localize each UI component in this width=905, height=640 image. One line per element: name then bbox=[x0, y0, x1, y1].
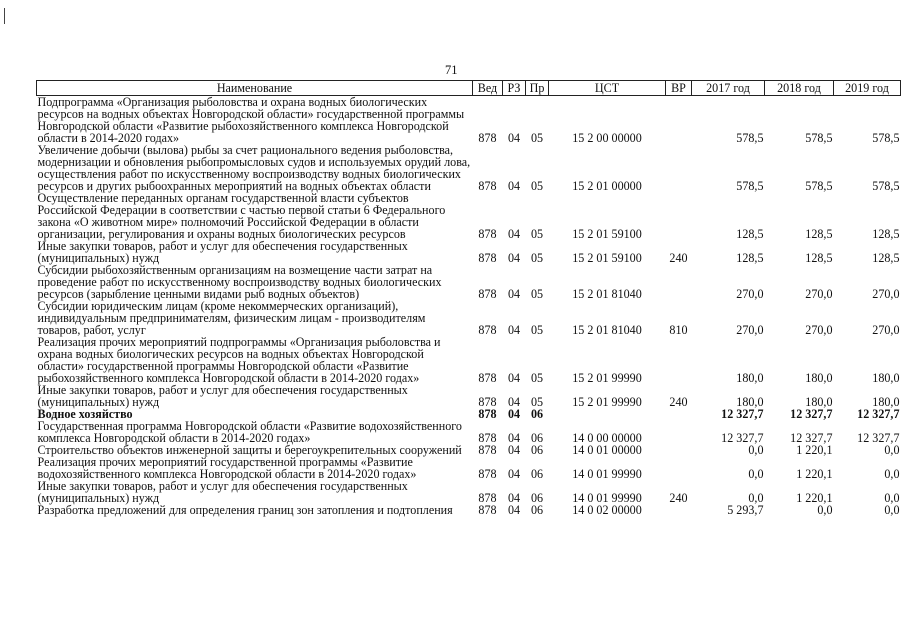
row-2019: 12 327,7 bbox=[857, 407, 900, 421]
header-2018: 2018 год bbox=[765, 81, 834, 96]
row-vr bbox=[666, 144, 692, 192]
row-2017: 180,0 bbox=[736, 395, 764, 409]
row-pr: 05 bbox=[530, 179, 544, 193]
row-rz: 04 bbox=[507, 491, 521, 505]
row-ved: 878 bbox=[478, 395, 497, 409]
row-vr bbox=[666, 456, 692, 480]
row-ved: 878 bbox=[478, 251, 497, 265]
row-2019: 0,0 bbox=[884, 491, 900, 505]
row-2018: 578,5 bbox=[805, 179, 833, 193]
row-2017: 0,0 bbox=[748, 443, 764, 457]
row-ved: 878 bbox=[478, 443, 497, 457]
row-ved: 878 bbox=[478, 179, 497, 193]
row-2018: 1 220,1 bbox=[796, 467, 833, 481]
row-rz: 04 bbox=[507, 131, 521, 145]
row-name: Увеличение добычи (вылова) рыбы за счет рационального ведения рыболовства, модернизации и обновления рыбопромысловых судов и используемых орудий лова, осуществления работ по искусственному воспроизводству водных биологических ресурсов и других рыбоохранных мероприятий на водных объектах области bbox=[37, 143, 471, 193]
row-cst bbox=[549, 408, 666, 420]
row-ved: 878 bbox=[478, 323, 497, 337]
row-ved: 878 bbox=[478, 407, 497, 421]
row-cst: 14 0 02 00000 bbox=[572, 503, 642, 517]
row-2019: 270,0 bbox=[872, 323, 900, 337]
table-row bbox=[37, 420, 901, 444]
row-cst: 15 2 01 99990 bbox=[572, 395, 642, 409]
table-row bbox=[37, 96, 901, 145]
row-rz: 04 bbox=[507, 323, 521, 337]
header-rz: РЗ bbox=[503, 81, 526, 96]
row-ved: 878 bbox=[478, 467, 497, 481]
row-vr bbox=[666, 504, 692, 516]
row-pr: 06 bbox=[530, 407, 544, 421]
row-2017: 0,0 bbox=[748, 491, 764, 505]
row-rz: 04 bbox=[507, 251, 521, 265]
budget-table bbox=[36, 80, 901, 516]
row-2018: 12 327,7 bbox=[790, 431, 833, 445]
row-pr: 05 bbox=[530, 131, 544, 145]
table-row bbox=[37, 504, 901, 516]
table-row bbox=[37, 336, 901, 384]
row-cst: 15 2 01 81040 bbox=[572, 323, 642, 337]
row-2018: 578,5 bbox=[805, 131, 833, 145]
row-cst: 14 0 00 00000 bbox=[572, 431, 642, 445]
row-cst: 15 2 01 00000 bbox=[572, 179, 642, 193]
row-pr: 05 bbox=[530, 287, 544, 301]
page-number: 71 bbox=[445, 63, 458, 77]
row-name: Водное хозяйство bbox=[37, 407, 133, 421]
row-name: Субсидии юридическим лицам (кроме некоммерческих организаций), индивидуальным предпринимателям, физическим лицам - производителям товаров, работ, услуг bbox=[37, 299, 426, 337]
row-2019: 128,5 bbox=[872, 227, 900, 241]
row-ved: 878 bbox=[478, 287, 497, 301]
row-cst: 15 2 00 00000 bbox=[572, 131, 642, 145]
row-2017: 5 293,7 bbox=[727, 503, 764, 517]
row-2017: 12 327,7 bbox=[721, 407, 764, 421]
table-row bbox=[37, 192, 901, 240]
row-2018: 1 220,1 bbox=[796, 443, 833, 457]
row-2018: 12 327,7 bbox=[790, 407, 833, 421]
row-rz: 04 bbox=[507, 371, 521, 385]
row-vr: 240 bbox=[669, 395, 688, 409]
row-vr: 810 bbox=[669, 323, 688, 337]
row-cst: 15 2 01 99990 bbox=[572, 371, 642, 385]
row-vr bbox=[666, 408, 692, 420]
row-2019: 128,5 bbox=[872, 251, 900, 265]
row-rz: 04 bbox=[507, 407, 521, 421]
row-2018: 270,0 bbox=[805, 287, 833, 301]
row-rz: 04 bbox=[507, 395, 521, 409]
row-2017: 270,0 bbox=[736, 287, 764, 301]
row-pr: 06 bbox=[530, 467, 544, 481]
row-name: Иные закупки товаров, работ и услуг для обеспечения государственных (муниципальных) нужд bbox=[37, 239, 408, 265]
row-2018: 0,0 bbox=[817, 503, 833, 517]
row-vr bbox=[666, 336, 692, 384]
table-row bbox=[37, 240, 901, 264]
row-ved: 878 bbox=[478, 371, 497, 385]
row-cst: 15 2 01 81040 bbox=[572, 287, 642, 301]
row-cst: 14 0 01 99990 bbox=[572, 491, 642, 505]
row-2019: 180,0 bbox=[872, 395, 900, 409]
row-2019: 0,0 bbox=[884, 503, 900, 517]
header-2019: 2019 год bbox=[834, 81, 901, 96]
row-pr: 05 bbox=[530, 227, 544, 241]
row-pr: 06 bbox=[530, 443, 544, 457]
row-ved: 878 bbox=[478, 431, 497, 445]
table-row bbox=[37, 456, 901, 480]
row-name: Иные закупки товаров, работ и услуг для обеспечения государственных (муниципальных) нужд bbox=[37, 479, 408, 505]
row-pr: 05 bbox=[530, 251, 544, 265]
row-pr: 06 bbox=[530, 503, 544, 517]
row-2018: 180,0 bbox=[805, 395, 833, 409]
row-rz: 04 bbox=[507, 467, 521, 481]
row-vr bbox=[666, 264, 692, 300]
row-2017: 578,5 bbox=[736, 131, 764, 145]
row-cst: 15 2 01 59100 bbox=[572, 251, 642, 265]
row-name: Государственная программа Новгородской области «Развитие водохозяйственного комплекса Новгородской области в 2014-2020 годах» bbox=[37, 419, 462, 445]
row-rz: 04 bbox=[507, 179, 521, 193]
row-vr bbox=[666, 420, 692, 444]
row-2019: 578,5 bbox=[872, 179, 900, 193]
header-2017: 2017 год bbox=[692, 81, 765, 96]
row-name: Субсидии рыбохозяйственным организациям на возмещение части затрат на проведение работ по искусственному воспроизводству водных биологических ресурсов (зарыбление ценными видами рыб водных объектов) bbox=[37, 263, 442, 301]
row-rz: 04 bbox=[507, 431, 521, 445]
table-row bbox=[37, 480, 901, 504]
row-ved: 878 bbox=[478, 503, 497, 517]
row-name: Реализация прочих мероприятий государственной программы «Развитие водохозяйственного комплекса Новгородской области в 2014-2020 годах» bbox=[37, 455, 417, 481]
table-row bbox=[37, 264, 901, 300]
row-2017: 180,0 bbox=[736, 371, 764, 385]
header-name: Наименование bbox=[37, 81, 473, 96]
row-vr bbox=[666, 444, 692, 456]
row-2018: 270,0 bbox=[805, 323, 833, 337]
header-ved: Вед bbox=[473, 81, 503, 96]
row-2018: 128,5 bbox=[805, 251, 833, 265]
row-2019: 180,0 bbox=[872, 371, 900, 385]
margin-mark bbox=[4, 8, 5, 24]
row-2019: 270,0 bbox=[872, 287, 900, 301]
row-name: Подпрограмма «Организация рыболовства и охрана водных биологических ресурсов на водных объектах Новгородской области» государственной программы Новгородской области «Развитие рыбохозяйственного комплекса Новгородской области в 2014-2020 годах» bbox=[37, 95, 465, 145]
row-cst: 14 0 01 00000 bbox=[572, 443, 642, 457]
row-pr: 05 bbox=[530, 371, 544, 385]
row-rz: 04 bbox=[507, 287, 521, 301]
row-name: Иные закупки товаров, работ и услуг для обеспечения государственных (муниципальных) нужд bbox=[37, 383, 408, 409]
header-vr: ВР bbox=[666, 81, 692, 96]
row-2017: 128,5 bbox=[736, 251, 764, 265]
row-2019: 578,5 bbox=[872, 131, 900, 145]
row-2019: 0,0 bbox=[884, 443, 900, 457]
row-vr: 240 bbox=[669, 491, 688, 505]
row-ved: 878 bbox=[478, 227, 497, 241]
row-pr: 05 bbox=[530, 323, 544, 337]
row-2018: 128,5 bbox=[805, 227, 833, 241]
row-name: Строительство объектов инженерной защиты и берегоукрепительных сооружений bbox=[37, 443, 462, 457]
row-ved: 878 bbox=[478, 491, 497, 505]
row-2017: 128,5 bbox=[736, 227, 764, 241]
row-pr: 06 bbox=[530, 491, 544, 505]
row-rz: 04 bbox=[507, 227, 521, 241]
row-2018: 1 220,1 bbox=[796, 491, 833, 505]
row-name: Осуществление переданных органам государственной власти субъектов Российской Федерации в соответствии с частью первой статьи 6 Федерального закона «О животном мире» полномочий Российской Федерации в области организации, регулирования и охраны водных биологических ресурсов bbox=[37, 191, 446, 241]
table-row bbox=[37, 144, 901, 192]
row-rz: 04 bbox=[507, 443, 521, 457]
row-2019: 0,0 bbox=[884, 467, 900, 481]
row-2017: 578,5 bbox=[736, 179, 764, 193]
row-cst: 15 2 01 59100 bbox=[572, 227, 642, 241]
table-row bbox=[37, 384, 901, 408]
row-2017: 12 327,7 bbox=[721, 431, 764, 445]
header-row bbox=[37, 81, 901, 96]
row-name: Разработка предложений для определения границ зон затопления и подтопления bbox=[37, 503, 453, 517]
row-pr: 05 bbox=[530, 395, 544, 409]
row-2017: 0,0 bbox=[748, 467, 764, 481]
header-cst: ЦСТ bbox=[549, 81, 666, 96]
row-vr bbox=[666, 96, 692, 145]
header-pr: Пр bbox=[526, 81, 549, 96]
row-2017: 270,0 bbox=[736, 323, 764, 337]
table-row bbox=[37, 300, 901, 336]
row-2018: 180,0 bbox=[805, 371, 833, 385]
row-rz: 04 bbox=[507, 503, 521, 517]
row-pr: 06 bbox=[530, 431, 544, 445]
row-cst: 14 0 01 99990 bbox=[572, 467, 642, 481]
row-2019: 12 327,7 bbox=[857, 431, 900, 445]
row-vr: 240 bbox=[669, 251, 688, 265]
row-vr bbox=[666, 192, 692, 240]
row-ved: 878 bbox=[478, 131, 497, 145]
row-name: Реализация прочих мероприятий подпрограммы «Организация рыболовства и охрана водных биологических ресурсов на водных объектах Новгородской области» государственной программы Новгородской области «Развитие рыбохозяйственного комплекса Новгородской области в 2014-2020 годах» bbox=[37, 335, 441, 385]
